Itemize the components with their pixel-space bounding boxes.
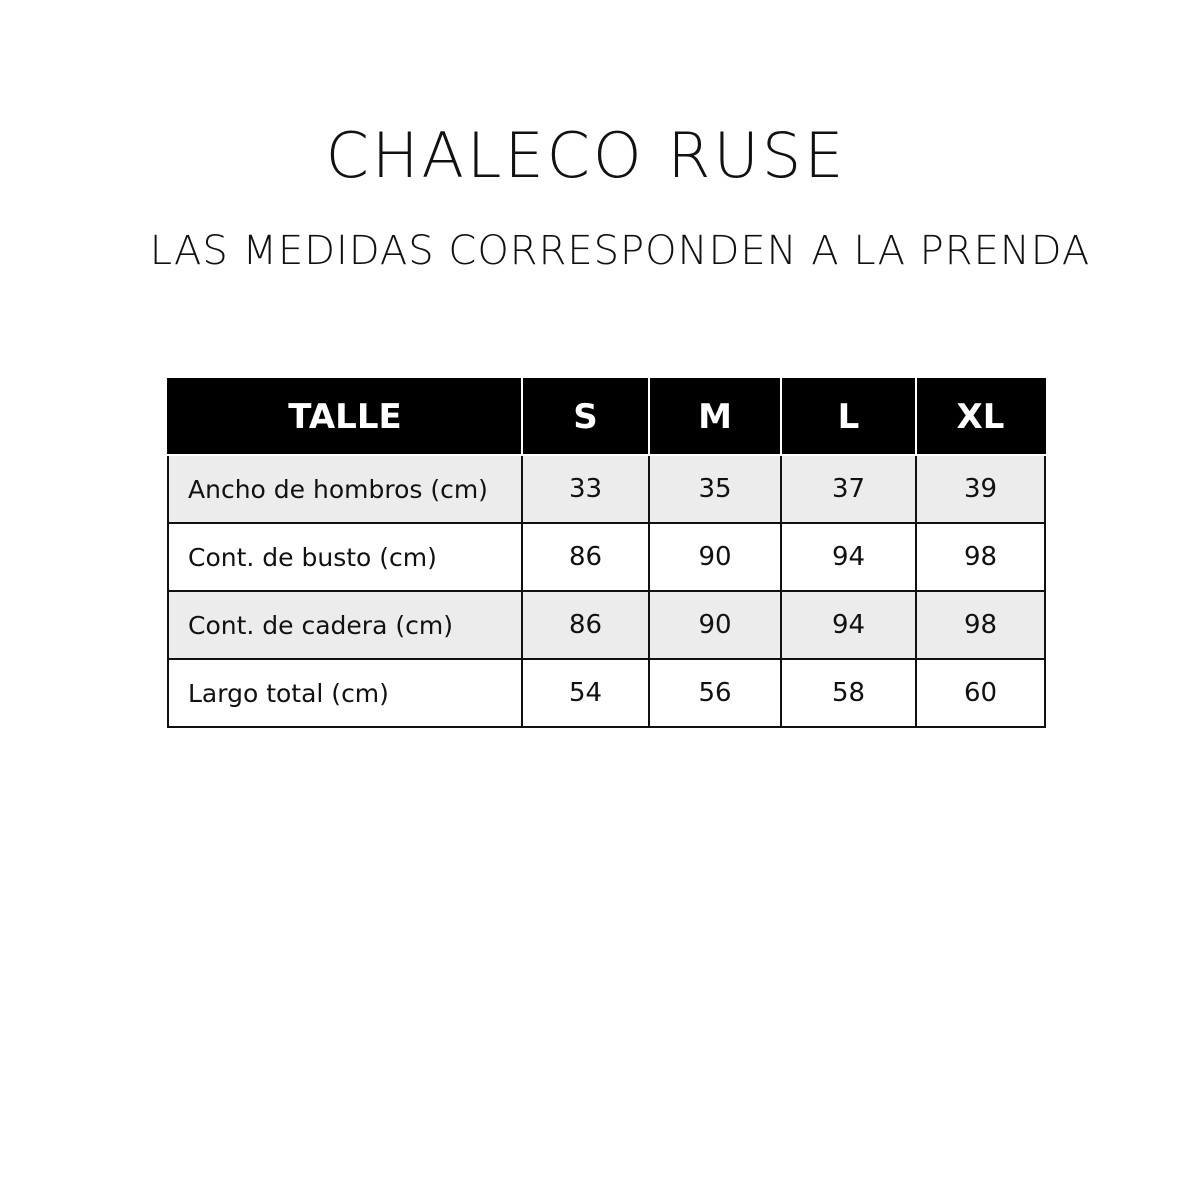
table-row — [168, 591, 1045, 659]
cell-value: 58 — [781, 659, 916, 727]
page-title: CHALECO RUSE — [325, 119, 847, 192]
row-label: Ancho de hombros (cm) — [168, 455, 522, 523]
cell-value: 56 — [649, 659, 781, 727]
header-talle: TALLE — [168, 379, 522, 455]
table-row — [168, 523, 1045, 591]
table-row — [168, 659, 1045, 727]
cell-value: 33 — [522, 455, 649, 523]
cell-value: 94 — [781, 523, 916, 591]
cell-value: 86 — [522, 523, 649, 591]
cell-value: 90 — [649, 523, 781, 591]
row-label: Cont. de busto (cm) — [168, 523, 522, 591]
row-label: Largo total (cm) — [168, 659, 522, 727]
cell-value: 39 — [916, 455, 1045, 523]
header-size-l: L — [781, 379, 916, 455]
header-size-m: M — [649, 379, 781, 455]
cell-value: 37 — [781, 455, 916, 523]
table-header-row — [168, 379, 1045, 455]
row-label: Cont. de cadera (cm) — [168, 591, 522, 659]
cell-value: 90 — [649, 591, 781, 659]
cell-value: 35 — [649, 455, 781, 523]
header-size-xl: XL — [916, 379, 1045, 455]
page-subtitle: LAS MEDIDAS CORRESPONDEN A LA PRENDA — [149, 228, 1091, 274]
cell-value: 60 — [916, 659, 1045, 727]
table-row — [168, 455, 1045, 523]
cell-value: 98 — [916, 591, 1045, 659]
cell-value: 86 — [522, 591, 649, 659]
size-chart-table — [167, 378, 1046, 728]
cell-value: 94 — [781, 591, 916, 659]
cell-value: 98 — [916, 523, 1045, 591]
header-size-s: S — [522, 379, 649, 455]
cell-value: 54 — [522, 659, 649, 727]
